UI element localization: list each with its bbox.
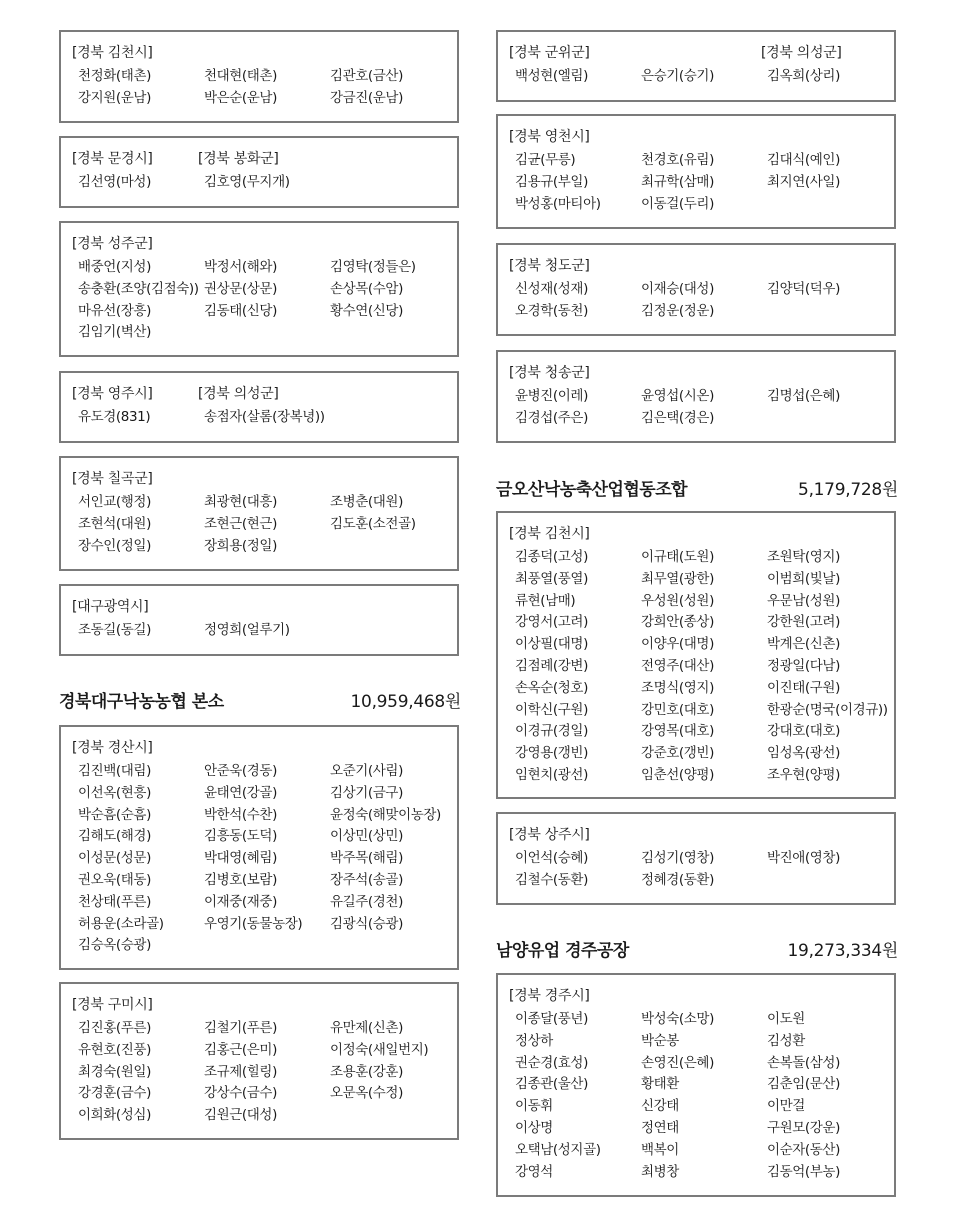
member-name: 강영목(대호) [641, 723, 714, 740]
section-header [496, 935, 898, 961]
region-labels [72, 41, 457, 63]
member-name: 신강태 [641, 1098, 679, 1115]
member-name: 오문옥(수정) [330, 1085, 403, 1102]
region-label: [경북 성주군] [72, 236, 153, 252]
region-labels [72, 147, 457, 169]
member-name: 강대호(대호) [767, 723, 840, 740]
member-name: 김용규(부일) [515, 173, 588, 190]
member-name: 권오욱(태동) [78, 871, 151, 888]
member-name: 이성문(성문) [78, 850, 151, 867]
member-name: 박정서(해와) [204, 259, 277, 275]
member-name: 김상기(금구) [330, 784, 403, 801]
section-title: 경북대구낙농농협 본소 [59, 691, 224, 712]
member-name: 이도원 [767, 1011, 805, 1027]
member-name: 김진백(대림) [78, 763, 151, 779]
member-name: 박순흠(순흠) [78, 806, 151, 823]
member-name: 권상문(상문) [204, 280, 277, 297]
member-name: 우성원(성원) [641, 592, 714, 609]
member-list [72, 172, 457, 194]
member-name: 손상목(수암) [330, 280, 403, 297]
member-name: 조우현(양평) [767, 766, 840, 783]
member-name: 배중언(지성) [78, 259, 151, 275]
member-name: 김승옥(승광) [78, 937, 151, 954]
region-box [59, 725, 459, 970]
member-name: 이규태(도원) [641, 549, 714, 565]
region-labels [72, 595, 457, 617]
member-list [72, 1018, 457, 1127]
member-name: 장수인(정일) [78, 537, 151, 554]
section-title: 금오산낙농축산업협동조합 [496, 479, 688, 500]
member-name: 이만걸 [767, 1098, 805, 1115]
member-name: 강상수(금수) [204, 1085, 277, 1102]
member-name: 오경학(동천) [515, 302, 588, 319]
region-labels [509, 984, 894, 1006]
member-name: 김점례(강변) [515, 657, 588, 674]
section-header [59, 686, 461, 712]
member-name: 정광일(다남) [767, 657, 840, 674]
member-name: 전영주(대산) [641, 657, 714, 674]
region-box [496, 350, 896, 443]
region-labels [72, 993, 457, 1015]
member-name: 김진홍(푸른) [78, 1020, 151, 1036]
member-list [509, 547, 894, 787]
region-labels [72, 232, 457, 254]
member-name: 윤정숙(해맞이농장) [330, 806, 441, 823]
member-name: 천정화(태촌) [78, 68, 151, 84]
section-amount: 19,273,334원 [787, 940, 898, 961]
member-name: 손복돌(삼성) [767, 1054, 840, 1071]
member-name: 김해도(해경) [78, 828, 151, 845]
member-name: 허용운(소라골) [78, 915, 164, 932]
region-box [59, 371, 459, 443]
region-label: [경북 김천시] [72, 45, 153, 61]
region-label: [경북 의성군] [761, 45, 842, 61]
member-name: 오택남(성지골) [515, 1141, 601, 1158]
member-name: 박진애(영창) [767, 850, 840, 866]
member-name: 구원모(강운) [767, 1119, 840, 1136]
member-name: 이언석(승혜) [515, 850, 588, 866]
member-name: 박계은(신촌) [767, 636, 840, 653]
region-label: [경북 김천시] [509, 526, 590, 542]
member-name: 김성환 [767, 1032, 805, 1049]
member-name: 송충환(조양(김점숙)) [78, 280, 199, 297]
region-box [59, 456, 459, 571]
member-name: 이재승(대성) [641, 281, 714, 297]
member-name: 유현호(진풍) [78, 1041, 151, 1058]
member-name: 김동억(부농) [767, 1163, 840, 1180]
member-list [72, 257, 457, 344]
member-name: 김홍근(은미) [204, 1041, 277, 1058]
member-name: 임춘선(양평) [641, 766, 714, 783]
member-name: 박성숙(소망) [641, 1011, 714, 1027]
member-list [72, 492, 457, 557]
member-name: 신성재(성재) [515, 281, 588, 297]
section-title: 남양유업 경주공장 [496, 940, 629, 961]
region-label: [경북 청송군] [509, 365, 590, 381]
member-list [509, 66, 894, 88]
region-box [496, 114, 896, 229]
member-name: 김종관(울산) [515, 1076, 588, 1093]
region-label: [경북 경주시] [509, 988, 590, 1004]
region-box [59, 982, 459, 1140]
member-name: 최경숙(원일) [78, 1063, 151, 1080]
member-name: 김철기(푸른) [204, 1020, 277, 1036]
member-name: 조현석(대원) [78, 515, 151, 532]
region-labels [72, 467, 457, 489]
member-name: 우문남(성원) [767, 592, 840, 609]
region-labels [509, 125, 894, 147]
region-labels [509, 823, 894, 845]
member-name: 박성홍(마티아) [515, 195, 601, 212]
member-name: 윤병진(이레) [515, 388, 588, 404]
member-name: 이상명 [515, 1119, 553, 1136]
member-name: 이동걸(두리) [641, 195, 714, 212]
member-name: 김영탁(정들은) [330, 259, 416, 275]
member-name: 황태환 [641, 1076, 679, 1093]
member-name: 김명섭(은혜) [767, 388, 840, 404]
section-header [496, 474, 898, 500]
member-name: 박대영(혜림) [204, 850, 277, 867]
member-name: 강영석 [515, 1163, 553, 1180]
member-name: 김은택(경은) [641, 409, 714, 426]
member-name: 황수연(신당) [330, 302, 403, 319]
region-label: [경북 영천시] [509, 129, 590, 145]
member-list [72, 407, 457, 429]
member-name: 정혜경(동환) [641, 871, 714, 888]
section-amount: 5,179,728원 [798, 479, 898, 500]
member-list [72, 66, 457, 110]
member-name: 이종달(풍년) [515, 1011, 588, 1027]
member-name: 정영희(얼루기) [204, 622, 290, 638]
member-name: 이학신(구원) [515, 701, 588, 718]
member-name: 김옥희(상리) [767, 68, 840, 84]
member-name: 강지원(운남) [78, 89, 151, 106]
member-name: 마유선(장흥) [78, 302, 151, 319]
member-name: 이희화(성심) [78, 1107, 151, 1124]
member-name: 조원탁(영지) [767, 549, 840, 565]
member-name: 정연태 [641, 1119, 679, 1136]
member-list [509, 848, 894, 892]
region-labels [509, 522, 894, 544]
member-name: 박은순(운남) [204, 89, 277, 106]
member-list [509, 150, 894, 215]
member-name: 이동휘 [515, 1098, 553, 1115]
member-name: 임성옥(광선) [767, 745, 840, 762]
member-name: 손영진(은혜) [641, 1054, 714, 1071]
member-list [509, 386, 894, 430]
region-labels [72, 736, 457, 758]
region-label: [대구광역시] [72, 599, 149, 615]
region-box [59, 30, 459, 123]
member-name: 임현치(광선) [515, 766, 588, 783]
member-name: 유도경(831) [78, 409, 151, 425]
member-name: 김흥동(도덕) [204, 828, 277, 845]
member-name: 한광순(명국(이경규)) [767, 701, 888, 718]
member-name: 강경훈(금수) [78, 1085, 151, 1102]
member-name: 천상태(푸른) [78, 893, 151, 910]
member-name: 이재중(재중) [204, 893, 277, 910]
member-name: 강영용(갱빈) [515, 745, 588, 762]
member-name: 서인교(행정) [78, 494, 151, 510]
member-name: 손옥순(청호) [515, 679, 588, 696]
member-name: 강희안(종상) [641, 614, 714, 631]
member-name: 김선영(마성) [78, 174, 151, 190]
member-list [72, 761, 457, 957]
region-label: [경북 칠곡군] [72, 471, 153, 487]
member-name: 이양우(대명) [641, 636, 714, 653]
member-name: 조용훈(강훈) [330, 1063, 403, 1080]
member-name: 이범희(빛날) [767, 570, 840, 587]
region-labels [509, 41, 894, 63]
member-name: 김광식(승광) [330, 915, 403, 932]
member-name: 김정운(정운) [641, 302, 714, 319]
member-name: 백성현(엘림) [515, 68, 588, 84]
region-label: [경북 봉화군] [198, 151, 279, 167]
member-name: 권순경(효성) [515, 1054, 588, 1071]
member-name: 이경규(경일) [515, 723, 588, 740]
region-label: [경북 영주시] [72, 386, 153, 402]
member-name: 김종덕(고성) [515, 549, 588, 565]
member-name: 은승기(승기) [641, 68, 714, 84]
region-box [496, 30, 896, 102]
member-name: 장희용(정일) [204, 537, 277, 554]
member-name: 김성기(영창) [641, 850, 714, 866]
member-name: 류현(남매) [515, 592, 576, 609]
member-name: 송점자(살롬(장복녕)) [204, 409, 325, 425]
member-name: 윤영섭(시온) [641, 388, 714, 404]
member-name: 김관호(금산) [330, 68, 403, 84]
member-name: 이진태(구원) [767, 679, 840, 696]
region-label: [경북 경산시] [72, 740, 153, 756]
region-box [496, 511, 896, 799]
member-name: 윤태연(강골) [204, 784, 277, 801]
member-name: 강한원(고려) [767, 614, 840, 631]
region-label: [경북 문경시] [72, 151, 153, 167]
region-label: [경북 의성군] [198, 386, 279, 402]
member-name: 이상민(상민) [330, 828, 403, 845]
region-label: [경북 구미시] [72, 997, 153, 1013]
member-name: 박주목(해림) [330, 850, 403, 867]
member-name: 강준호(갱빈) [641, 745, 714, 762]
member-name: 천대현(태촌) [204, 68, 277, 84]
member-name: 김호영(무지개) [204, 174, 290, 190]
member-name: 김병호(보람) [204, 871, 277, 888]
member-name: 최광현(대흥) [204, 494, 277, 510]
region-label: [경북 청도군] [509, 258, 590, 274]
member-name: 김철수(동환) [515, 871, 588, 888]
region-box [59, 136, 459, 208]
member-name: 조동길(동길) [78, 622, 151, 638]
member-name: 이상필(대명) [515, 636, 588, 653]
member-name: 김균(무릉) [515, 152, 576, 168]
member-name: 이순자(동산) [767, 1141, 840, 1158]
member-name: 안준욱(경동) [204, 763, 277, 779]
region-labels [72, 382, 457, 404]
member-name: 최병창 [641, 1163, 679, 1180]
member-name: 강금진(운남) [330, 89, 403, 106]
member-name: 유길주(경천) [330, 893, 403, 910]
member-name: 조현근(현근) [204, 515, 277, 532]
region-box [496, 973, 896, 1197]
member-name: 조명식(영지) [641, 679, 714, 696]
member-name: 백복이 [641, 1141, 679, 1158]
section-amount: 10,959,468원 [350, 691, 461, 712]
member-name: 최무열(광한) [641, 570, 714, 587]
member-name: 박순봉 [641, 1032, 679, 1049]
member-name: 김양덕(덕우) [767, 281, 840, 297]
member-name: 이정숙(새일번지) [330, 1041, 429, 1058]
member-name: 강민호(대호) [641, 701, 714, 718]
region-box [59, 584, 459, 656]
member-name: 최풍열(풍열) [515, 570, 588, 587]
member-name: 유만제(신촌) [330, 1020, 403, 1036]
member-name: 강영서(고려) [515, 614, 588, 631]
member-name: 오준기(사림) [330, 763, 403, 779]
member-list [509, 1009, 894, 1183]
region-label: [경북 상주시] [509, 827, 590, 843]
member-name: 정상하 [515, 1032, 553, 1049]
member-name: 김동태(신당) [204, 302, 277, 319]
member-name: 이선옥(현흥) [78, 784, 151, 801]
member-name: 김원근(대성) [204, 1107, 277, 1124]
region-labels [509, 361, 894, 383]
member-name: 김임기(벽산) [78, 324, 151, 341]
member-name: 장주석(송골) [330, 871, 403, 888]
member-name: 천경호(유림) [641, 152, 714, 168]
member-name: 조규제(힐링) [204, 1063, 277, 1080]
member-name: 최규학(삼매) [641, 173, 714, 190]
member-name: 김도훈(소전골) [330, 515, 416, 532]
member-list [72, 620, 457, 642]
region-box [496, 243, 896, 336]
member-name: 최지연(사일) [767, 173, 840, 190]
member-list [509, 279, 894, 323]
member-name: 김경섭(주은) [515, 409, 588, 426]
region-label: [경북 군위군] [509, 45, 590, 61]
region-labels [509, 254, 894, 276]
region-box [59, 221, 459, 357]
member-name: 김춘임(문산) [767, 1076, 840, 1093]
region-box [496, 812, 896, 905]
member-name: 박한석(수찬) [204, 806, 277, 823]
member-name: 조병춘(대원) [330, 494, 403, 510]
member-name: 김대식(예인) [767, 152, 840, 168]
member-name: 우영기(동물농장) [204, 915, 303, 932]
